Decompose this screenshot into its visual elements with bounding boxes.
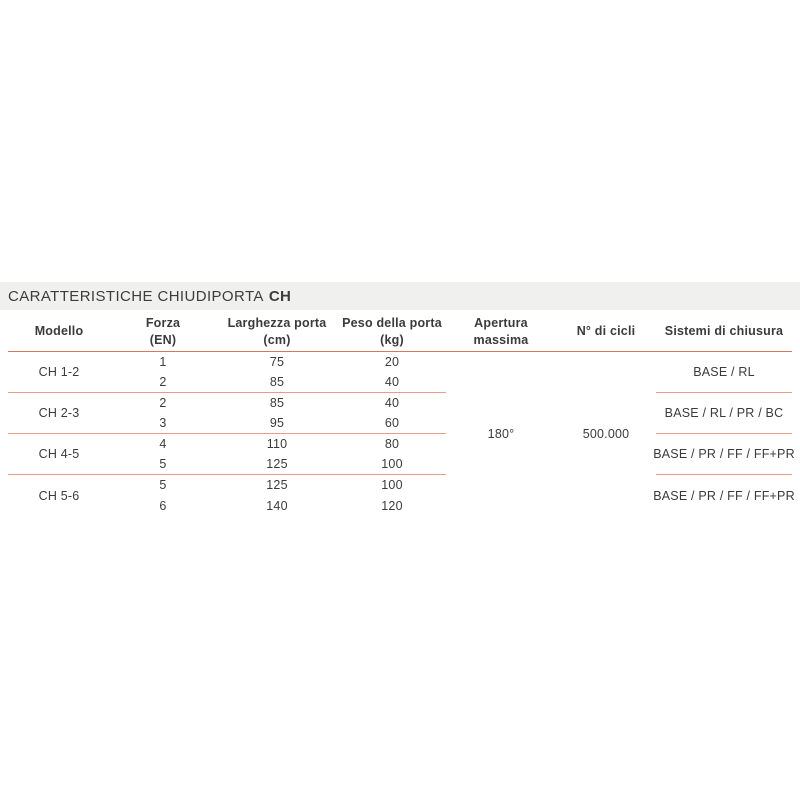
peso-cell (338, 475, 446, 516)
numero-cicli-value: 500.000 (582, 427, 630, 441)
larghezza-value: 110 (266, 437, 288, 451)
column-header-larghezza (216, 312, 338, 351)
peso-value: 40 (384, 396, 400, 410)
forza-cell (110, 393, 216, 434)
peso-value: 40 (384, 375, 400, 389)
sistemi-cell: BASE / RL / PR / BC (656, 393, 792, 434)
peso-cell (338, 393, 446, 434)
peso-cell (338, 352, 446, 393)
larghezza-value: 125 (266, 478, 288, 493)
peso-value: 100 (381, 478, 403, 493)
forza-value: 3 (159, 416, 167, 430)
model-cell: CH 2-3 (8, 393, 110, 434)
peso-value: 60 (384, 416, 400, 430)
table-header-row (8, 312, 792, 352)
column-header-cicli (556, 312, 656, 351)
column-header-forza (110, 312, 216, 351)
header-line1: Forza (145, 316, 181, 331)
header-line1: Sistemi di chiusura (664, 324, 784, 339)
larghezza-value: 85 (269, 396, 285, 410)
peso-value: 80 (384, 437, 400, 451)
model-cell: CH 1-2 (8, 352, 110, 393)
peso-value: 120 (381, 498, 403, 513)
column-header-modello (8, 312, 110, 351)
model-cell: CH 5-6 (38, 488, 80, 503)
forza-value: 2 (159, 375, 167, 389)
header-line1: Larghezza porta (227, 316, 327, 331)
column-header-peso (338, 312, 446, 351)
larghezza-value: 140 (266, 498, 288, 513)
section-title-suffix: CH (268, 287, 292, 305)
forza-value: 5 (159, 478, 167, 493)
larghezza-value: 85 (269, 375, 285, 389)
spec-table (8, 312, 795, 516)
forza-value: 6 (159, 498, 167, 513)
header-line1: Apertura (474, 316, 528, 331)
forza-value: 2 (159, 396, 167, 410)
larghezza-value: 75 (269, 355, 285, 369)
peso-value: 100 (381, 457, 403, 471)
model-cell: CH 4-5 (8, 434, 110, 475)
larghezza-value: 125 (266, 457, 288, 471)
forza-value: 4 (159, 437, 167, 451)
header-line2: (kg) (380, 332, 404, 347)
column-header-sistemi (656, 312, 792, 351)
larghezza-cell (216, 434, 338, 475)
forza-cell (110, 434, 216, 475)
forza-cell (110, 352, 216, 393)
apertura-massima-value: 180° (487, 427, 515, 441)
larghezza-cell (216, 475, 338, 516)
forza-value: 5 (159, 457, 167, 471)
header-line2: massima (473, 332, 529, 347)
header-line1: Modello (34, 324, 84, 339)
header-line1: N° di cicli (576, 324, 636, 339)
larghezza-value: 95 (269, 416, 285, 430)
table-body (8, 352, 795, 516)
forza-value: 1 (159, 355, 167, 369)
sistemi-cell: BASE / RL (656, 352, 792, 393)
header-line1: Peso della porta (342, 316, 442, 331)
peso-cell (338, 434, 446, 475)
header-line2: (EN) (149, 332, 177, 347)
section-title-band (0, 282, 800, 310)
peso-value: 20 (384, 355, 400, 369)
section-title: CARATTERISTICHE CHIUDIPORTA (8, 287, 264, 305)
sistemi-cell: BASE / PR / FF / FF+PR (656, 434, 792, 475)
header-line2: (cm) (263, 332, 291, 347)
larghezza-cell (216, 393, 338, 434)
sistemi-cell: BASE / PR / FF / FF+PR (653, 488, 795, 503)
column-header-apertura (446, 312, 556, 351)
forza-cell (110, 475, 216, 516)
larghezza-cell (216, 352, 338, 393)
